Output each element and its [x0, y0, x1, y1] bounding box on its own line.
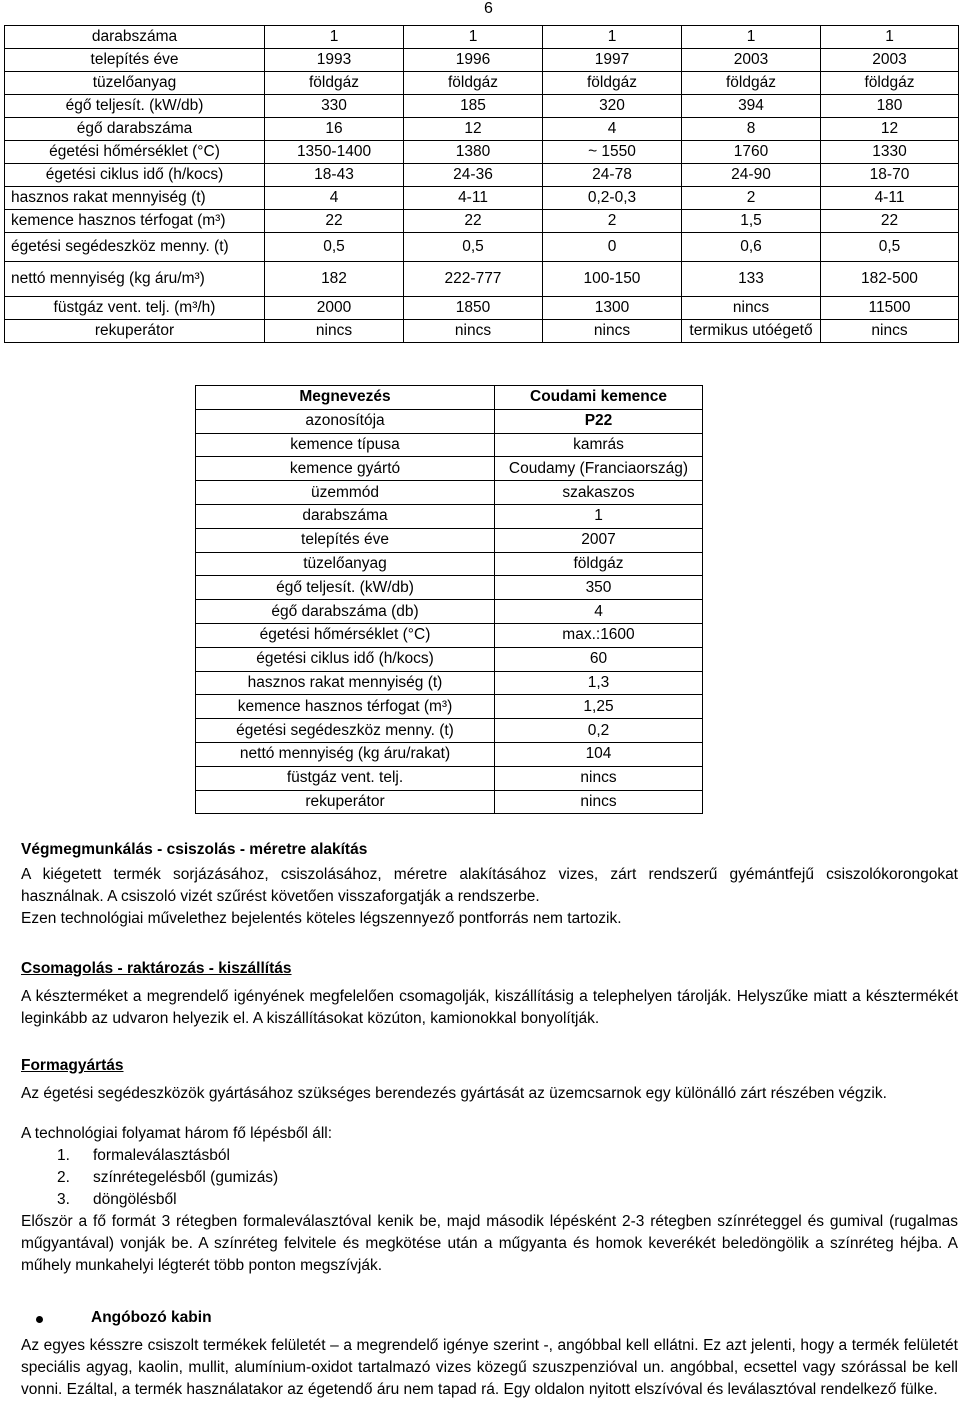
row-value: szakaszos	[495, 481, 703, 505]
table-row	[196, 409, 703, 433]
row-value: 60	[495, 647, 703, 671]
table-row	[5, 262, 959, 297]
table-row	[5, 187, 959, 210]
table-cell: 1	[265, 26, 404, 49]
table-row	[196, 695, 703, 719]
table-cell: 1996	[404, 49, 543, 72]
table-cell: 2003	[821, 49, 959, 72]
table-row	[5, 95, 959, 118]
section-heading: Csomagolás - raktározás - kiszállítás	[21, 960, 292, 977]
row-label: kemence hasznos térfogat (m³)	[5, 210, 265, 233]
section-heading: Formagyártás	[21, 1057, 124, 1074]
table-row	[196, 647, 703, 671]
row-label: telepítés éve	[196, 528, 495, 552]
table-cell: 0,5	[404, 233, 543, 262]
row-label: kemence hasznos térfogat (m³)	[196, 695, 495, 719]
table-row	[5, 118, 959, 141]
row-label: égetési ciklus idő (h/kocs)	[196, 647, 495, 671]
table-row	[196, 504, 703, 528]
section-heading: Végmegmunkálás - csiszolás - méretre alakítás	[21, 841, 368, 858]
table-row	[196, 433, 703, 457]
section-finishing	[21, 839, 958, 930]
table-cell: 0	[543, 233, 682, 262]
row-label: égő teljesít. (kW/db)	[5, 95, 265, 118]
table-row	[5, 210, 959, 233]
table-cell: 12	[821, 118, 959, 141]
list-item	[21, 1145, 958, 1167]
list-text: döngölésből	[93, 1191, 177, 1208]
row-label: hasznos rakat mennyiség (t)	[5, 187, 265, 210]
row-label: égetési segédeszköz menny. (t)	[5, 233, 265, 262]
paragraph: A készterméket a megrendelő igényének megfelelően csomagolják, kiszállításig a telephelyen tárolják. Helyszűke miatt a késztermékét leginkább az udvaron helyezik el. A kiszállításokat közúton, kamionokkal bonyolítják.	[21, 988, 958, 1027]
row-label: kemence gyártó	[196, 457, 495, 481]
paragraph: Az égetési segédeszközök gyártásához szükséges berendezés gyártását az üzemcsarnok egy különálló zárt részében végzik.	[21, 1085, 887, 1102]
table-cell: 22	[265, 210, 404, 233]
table-cell: 222-777	[404, 262, 543, 297]
table-cell: 1,5	[682, 210, 821, 233]
row-label: rekuperátor	[196, 790, 495, 814]
row-value: 1	[495, 504, 703, 528]
table-row	[196, 600, 703, 624]
paragraph: Ezen technológiai művelethez bejelentés köteles légszennyező pontforrás nem tartozik.	[21, 910, 622, 927]
table-row	[196, 457, 703, 481]
table-cell: 12	[404, 118, 543, 141]
table-cell: 1330	[821, 141, 959, 164]
row-label: azonosítója	[196, 409, 495, 433]
table-cell: 1	[543, 26, 682, 49]
row-value: 0,2	[495, 719, 703, 743]
table-row	[196, 576, 703, 600]
row-label: füstgáz vent. telj.	[196, 766, 495, 790]
row-label: nettó mennyiség (kg áru/rakat)	[196, 742, 495, 766]
table-header-row	[196, 386, 703, 410]
section-heading: Angóbozó kabin	[91, 1309, 212, 1326]
table-cell: 18-43	[265, 164, 404, 187]
header-value: Coudami kemence	[495, 386, 703, 410]
page-number: 6	[484, 0, 493, 17]
table-cell: 8	[682, 118, 821, 141]
table-cell: nincs	[543, 320, 682, 343]
table-cell: 1	[821, 26, 959, 49]
steps-intro: A technológiai folyamat három fő lépésből áll:	[21, 1125, 333, 1142]
row-label: füstgáz vent. telj. (m³/h)	[5, 297, 265, 320]
table-cell: 133	[682, 262, 821, 297]
table-cell: 1300	[543, 297, 682, 320]
row-label: égő darabszáma (db)	[196, 600, 495, 624]
row-value: 1,3	[495, 671, 703, 695]
table-cell: 22	[821, 210, 959, 233]
table-row	[5, 49, 959, 72]
table-cell: 182-500	[821, 262, 959, 297]
row-label: égetési ciklus idő (h/kocs)	[5, 164, 265, 187]
table-cell: 1350-1400	[265, 141, 404, 164]
table-cell: földgáz	[265, 72, 404, 95]
row-label: égetési hőmérséklet (°C)	[196, 623, 495, 647]
list-number: 3.	[57, 1191, 70, 1208]
list-text: színrétegelésből (gumizás)	[93, 1169, 279, 1186]
row-label: rekuperátor	[5, 320, 265, 343]
row-label: nettó mennyiség (kg áru/m³)	[5, 262, 265, 297]
table-row	[5, 141, 959, 164]
table-cell: nincs	[682, 297, 821, 320]
table-cell: földgáz	[821, 72, 959, 95]
table-row	[196, 766, 703, 790]
table-cell: 330	[265, 95, 404, 118]
table-row	[5, 164, 959, 187]
table-row	[5, 320, 959, 343]
row-label: tüzelőanyag	[5, 72, 265, 95]
row-label: égetési hőmérséklet (°C)	[5, 141, 265, 164]
row-label: tüzelőanyag	[196, 552, 495, 576]
row-value: 350	[495, 576, 703, 600]
bullet-icon	[36, 1316, 43, 1323]
row-value: nincs	[495, 790, 703, 814]
steps-list	[21, 1145, 958, 1211]
table-cell: 0,6	[682, 233, 821, 262]
table-cell: 1993	[265, 49, 404, 72]
table-cell: 100-150	[543, 262, 682, 297]
table-row	[5, 233, 959, 262]
row-label: darabszáma	[5, 26, 265, 49]
row-value: 2007	[495, 528, 703, 552]
coudami-kiln-table	[195, 385, 703, 814]
list-number: 1.	[57, 1147, 70, 1164]
header-label: Megnevezés	[196, 386, 495, 410]
table-cell: nincs	[265, 320, 404, 343]
table-row	[196, 552, 703, 576]
list-item	[21, 1167, 958, 1189]
table-cell: földgáz	[404, 72, 543, 95]
table-cell: nincs	[404, 320, 543, 343]
table-cell: 11500	[821, 297, 959, 320]
row-value: P22	[495, 409, 703, 433]
list-number: 2.	[57, 1169, 70, 1186]
row-value: 4	[495, 600, 703, 624]
table-cell: 1850	[404, 297, 543, 320]
table-cell: 4	[543, 118, 682, 141]
table-cell: 1	[682, 26, 821, 49]
table-cell: 1997	[543, 49, 682, 72]
table-row	[5, 26, 959, 49]
table-cell: 182	[265, 262, 404, 297]
paragraph: Először a fő formát 3 rétegben formaleválasztóval kenik be, majd második lépésként 2-3 rétegben színréteggel és gumival (rugalmas műgyantával) vonják be. A színréteg felvitele és megkötése után a műgyanta és homok keverékét beledöngölik a színréteg héjba. A műhely munkahelyi légterét több ponton megszívják.	[21, 1213, 958, 1274]
bullet-heading	[21, 1307, 958, 1329]
row-label: kemence típusa	[196, 433, 495, 457]
table-cell: földgáz	[543, 72, 682, 95]
row-label: égetési segédeszköz menny. (t)	[196, 719, 495, 743]
table-cell: 16	[265, 118, 404, 141]
table-cell: 22	[404, 210, 543, 233]
table-cell: 394	[682, 95, 821, 118]
row-value: max.:1600	[495, 623, 703, 647]
table-row	[196, 481, 703, 505]
row-value: kamrás	[495, 433, 703, 457]
paragraph: Az egyes késszre csiszolt termékek felületét – a megrendelő igénye szerint -, angóbbal kell ellátni. Ez azt jelenti, hogy a termék felületét speciális agyag, kaolin, mullit, alumínium-oxidot tartalmazó vizes közegű szuszpenzióval un. angóbbal, ecsettel vagy szórással be kell vonni. Ezáltal, a termék használatakor az égetendő áru nem tapad rá. Egy oldalon nyitott elszívóval és leválasztóval rendelkező fülke.	[21, 1337, 958, 1398]
table-row	[196, 742, 703, 766]
table-cell: 18-70	[821, 164, 959, 187]
section-molding	[21, 1055, 958, 1277]
table-row	[5, 297, 959, 320]
list-item	[21, 1189, 958, 1211]
table-cell: 0,5	[265, 233, 404, 262]
table-cell: termikus utóégető	[682, 320, 821, 343]
table-cell: 2	[543, 210, 682, 233]
table-row	[196, 790, 703, 814]
table-cell: 0,5	[821, 233, 959, 262]
table-cell: 0,2-0,3	[543, 187, 682, 210]
table-cell: 4-11	[821, 187, 959, 210]
table-row	[196, 671, 703, 695]
table-row	[196, 623, 703, 647]
table-row	[5, 72, 959, 95]
paragraph: A kiégetett termék sorjázásához, csiszolásához, méretre alakításához vizes, zárt rendszerű gyémántfejű csiszolókorongokat használnak. A csiszoló vizét szűrést követően visszaforgatják a rendszerbe.	[21, 866, 958, 905]
table-row	[196, 719, 703, 743]
table-cell: 185	[404, 95, 543, 118]
list-text: formaleválasztásból	[93, 1147, 230, 1164]
section-packaging	[21, 958, 958, 1030]
row-value: 104	[495, 742, 703, 766]
table-cell: 4-11	[404, 187, 543, 210]
row-label: telepítés éve	[5, 49, 265, 72]
row-label: égő teljesít. (kW/db)	[196, 576, 495, 600]
row-value: Coudamy (Franciaország)	[495, 457, 703, 481]
table-cell: 2	[682, 187, 821, 210]
table-cell: 1	[404, 26, 543, 49]
kiln-data-table	[4, 25, 959, 343]
row-label: darabszáma	[196, 504, 495, 528]
row-value: nincs	[495, 766, 703, 790]
table-cell: 180	[821, 95, 959, 118]
table-cell: 1380	[404, 141, 543, 164]
row-label: égő darabszáma	[5, 118, 265, 141]
row-value: 1,25	[495, 695, 703, 719]
section-engobe	[21, 1307, 958, 1401]
table-row	[196, 528, 703, 552]
table-cell: 24-78	[543, 164, 682, 187]
table-cell: 4	[265, 187, 404, 210]
table-cell: 320	[543, 95, 682, 118]
table-cell: ~ 1550	[543, 141, 682, 164]
row-label: üzemmód	[196, 481, 495, 505]
table-cell: 24-36	[404, 164, 543, 187]
row-label: hasznos rakat mennyiség (t)	[196, 671, 495, 695]
table-cell: 24-90	[682, 164, 821, 187]
table-cell: 2003	[682, 49, 821, 72]
table-cell: 1760	[682, 141, 821, 164]
table-cell: 2000	[265, 297, 404, 320]
table-cell: földgáz	[682, 72, 821, 95]
table-cell: nincs	[821, 320, 959, 343]
row-value: földgáz	[495, 552, 703, 576]
